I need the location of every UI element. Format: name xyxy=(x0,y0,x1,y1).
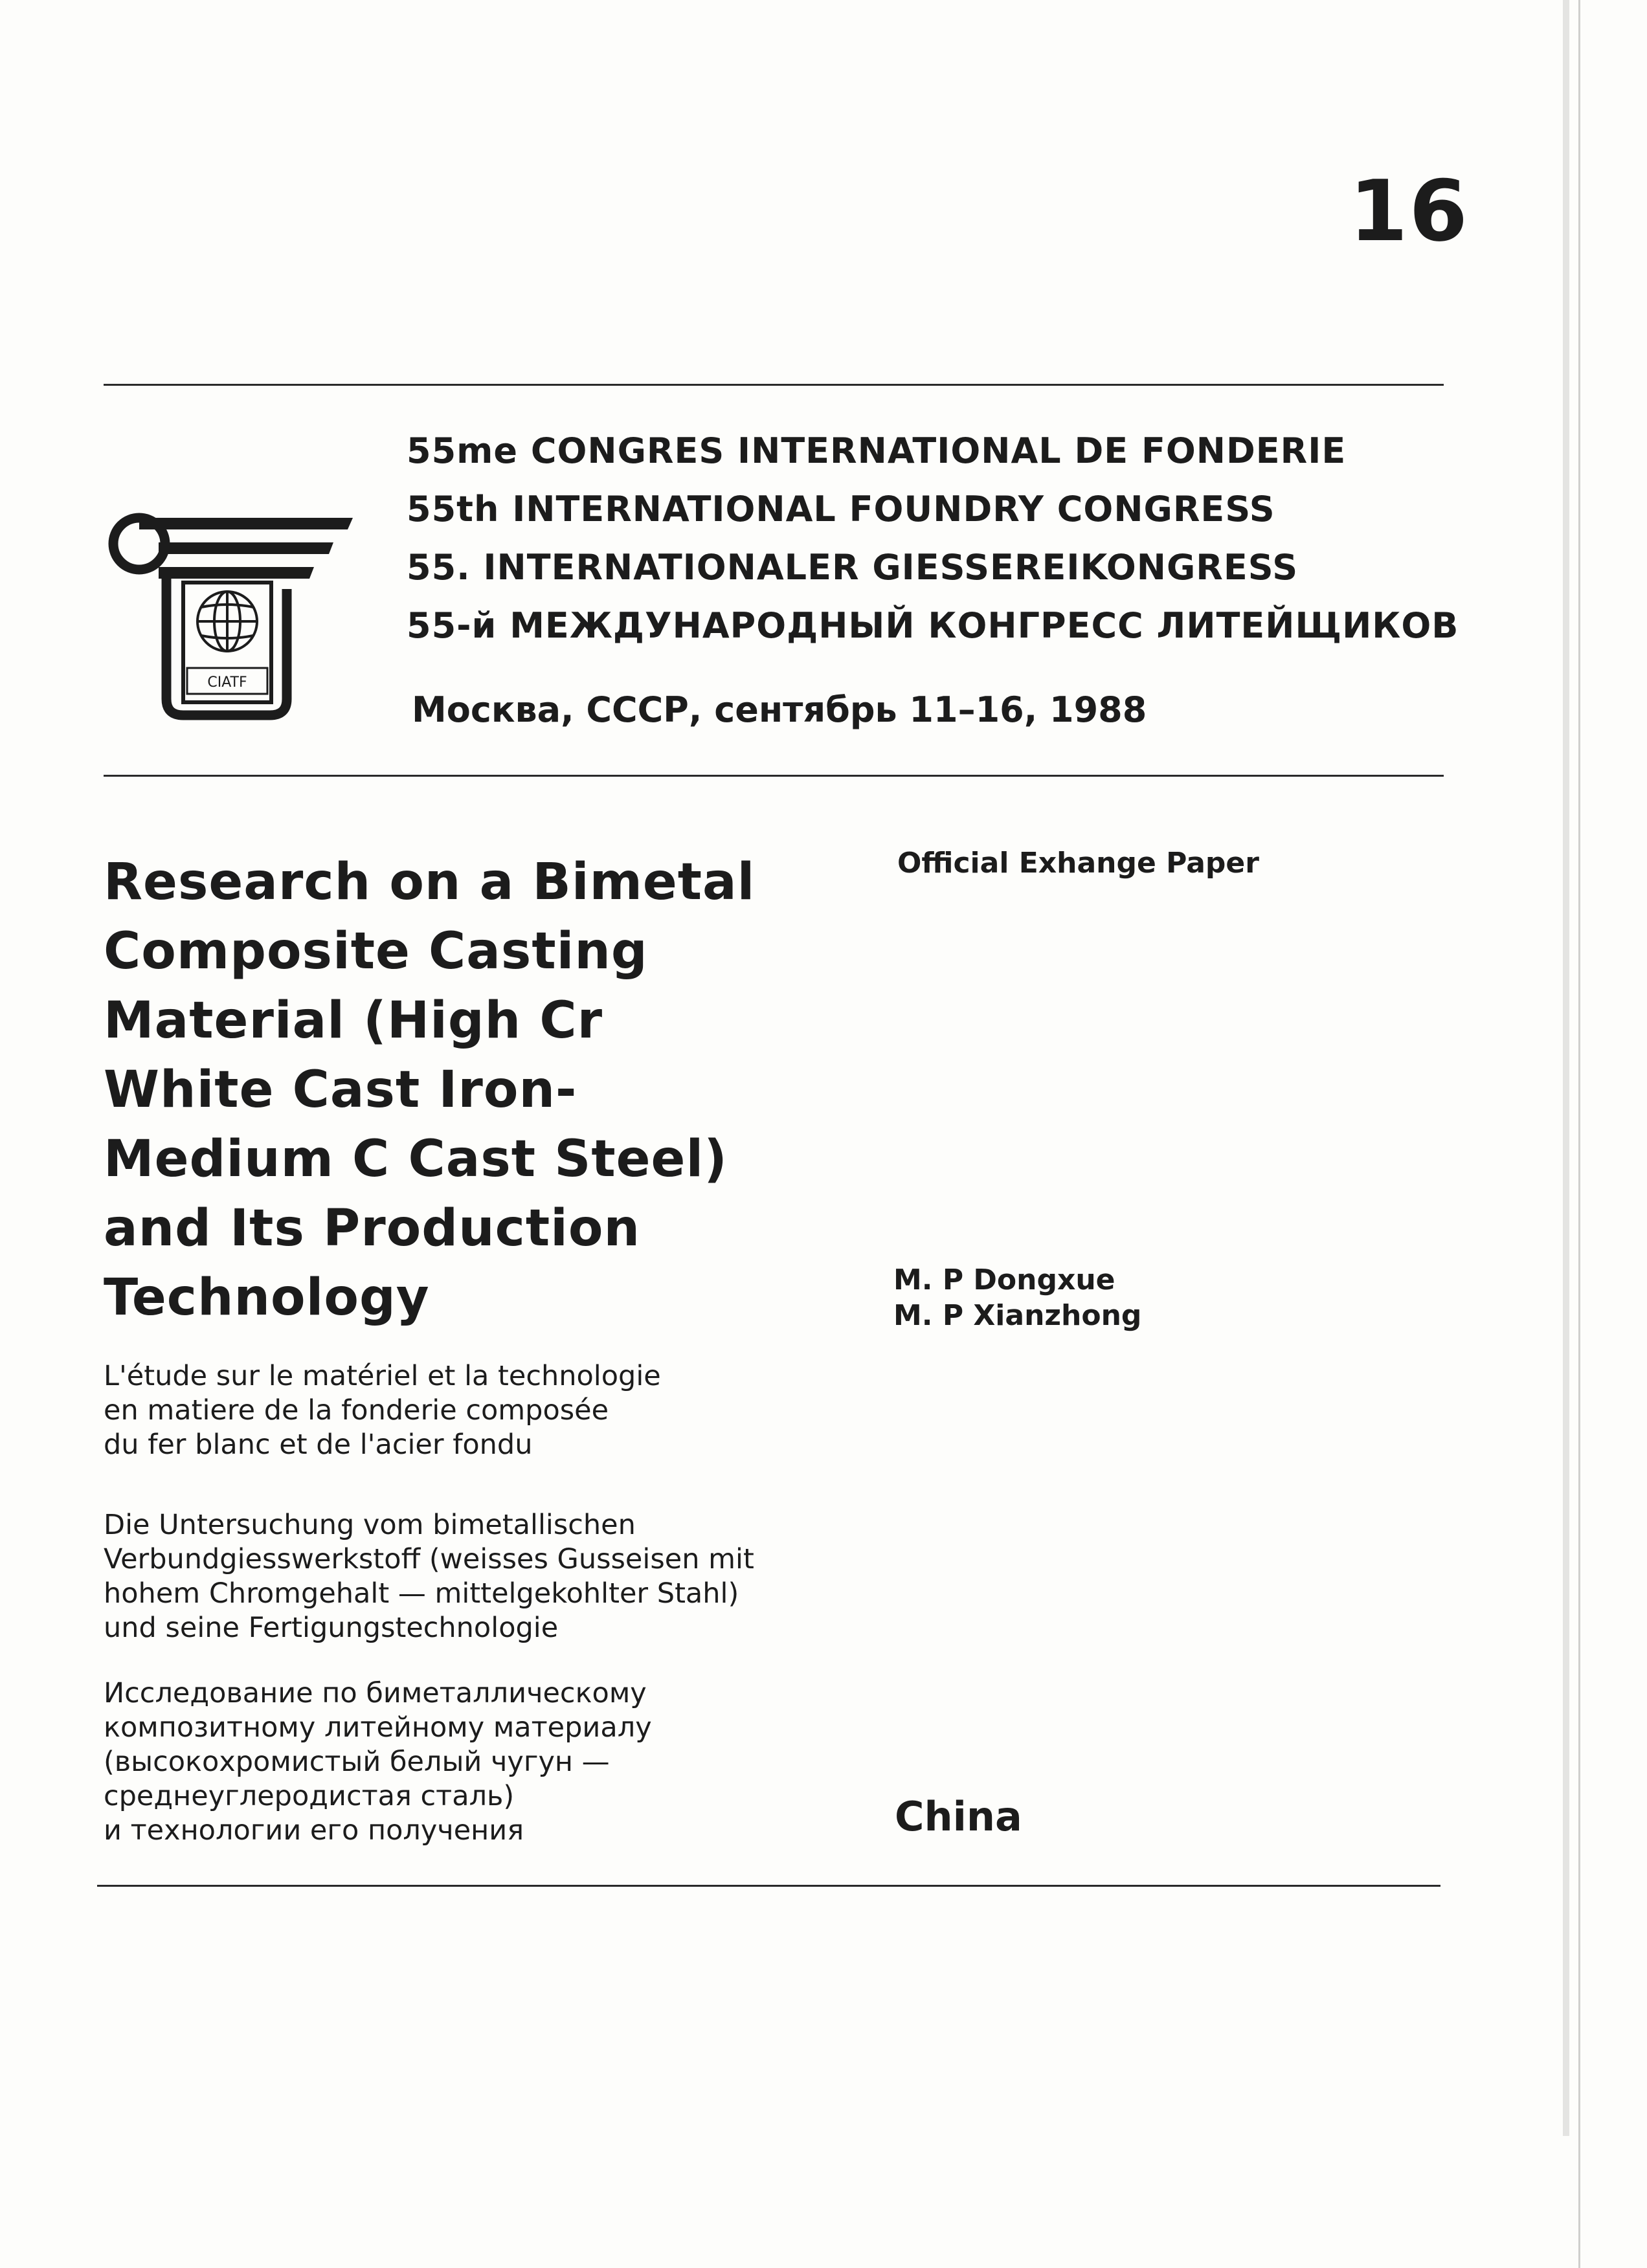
russian-title xyxy=(104,1676,652,1848)
french-title xyxy=(104,1359,661,1462)
title-line: Research on a Bimetal xyxy=(104,853,756,911)
author-name: M. P Xianzhong xyxy=(893,1299,1142,1332)
french-title-line: en matiere de la fonderie composée xyxy=(104,1394,609,1427)
german-title-line: hohem Chromgehalt — mittelgekohlter Stahl) xyxy=(104,1577,739,1610)
author-name: M. P Dongxue xyxy=(893,1263,1115,1296)
authors-list xyxy=(893,1262,1141,1333)
country-label: China xyxy=(895,1793,1022,1840)
title-line: and Its Production xyxy=(104,1199,641,1258)
title-line: Composite Casting xyxy=(104,922,648,981)
german-title-line: Die Untersuchung vom bimetallischen xyxy=(104,1509,636,1541)
french-title-line: L'étude sur le matériel et la technologie xyxy=(104,1360,661,1392)
paper-number: 16 xyxy=(1349,162,1469,260)
logo-wings-icon xyxy=(139,518,353,579)
congress-title-block xyxy=(407,422,1459,655)
german-title-line: und seine Fertigungstechnologie xyxy=(104,1612,559,1644)
congress-title-en: 55th INTERNATIONAL FOUNDRY CONGRESS xyxy=(407,489,1275,529)
congress-title-de: 55. INTERNATIONALER GIESSEREIKONGRESS xyxy=(407,547,1299,588)
title-line: Material (High Cr xyxy=(104,992,603,1050)
congress-place-date: Москва, СССР, сентябрь 11–16, 1988 xyxy=(412,689,1147,730)
russian-title-line: и технологии его получения xyxy=(104,1814,524,1847)
paper-title xyxy=(104,848,755,1333)
russian-title-line: среднеуглеродистая сталь) xyxy=(104,1780,515,1812)
russian-title-line: Исследование по биметаллическому xyxy=(104,1677,647,1709)
bottom-rule xyxy=(97,1885,1440,1887)
congress-title-fr: 55me CONGRES INTERNATIONAL DE FONDERIE xyxy=(407,430,1347,471)
ciatf-logo xyxy=(107,492,366,722)
globe-icon xyxy=(197,592,257,651)
page-edge-line xyxy=(1578,0,1580,2268)
title-line: Technology xyxy=(104,1269,430,1327)
french-title-line: du fer blanc et de l'acier fondu xyxy=(104,1429,533,1461)
title-line: Medium C Cast Steel) xyxy=(104,1130,728,1188)
russian-title-line: композитному литейному материалу xyxy=(104,1711,652,1744)
russian-title-line: (высокохромистый белый чугун — xyxy=(104,1746,610,1778)
title-line: White Cast Iron- xyxy=(104,1061,577,1119)
german-title xyxy=(104,1508,754,1645)
german-title-line: Verbundgiesswerkstoff (weisses Gusseisen mit xyxy=(104,1543,754,1575)
exchange-paper-label: Official Exhange Paper xyxy=(897,847,1259,880)
congress-title-ru: 55-й МЕЖДУНАРОДНЫЙ КОНГРЕСС ЛИТЕЙЩИКОВ xyxy=(407,605,1459,646)
top-rule xyxy=(104,384,1444,386)
page-edge-shadow xyxy=(1563,0,1569,2136)
logo-label: CIATF xyxy=(207,674,247,691)
header-bottom-rule xyxy=(104,775,1444,777)
